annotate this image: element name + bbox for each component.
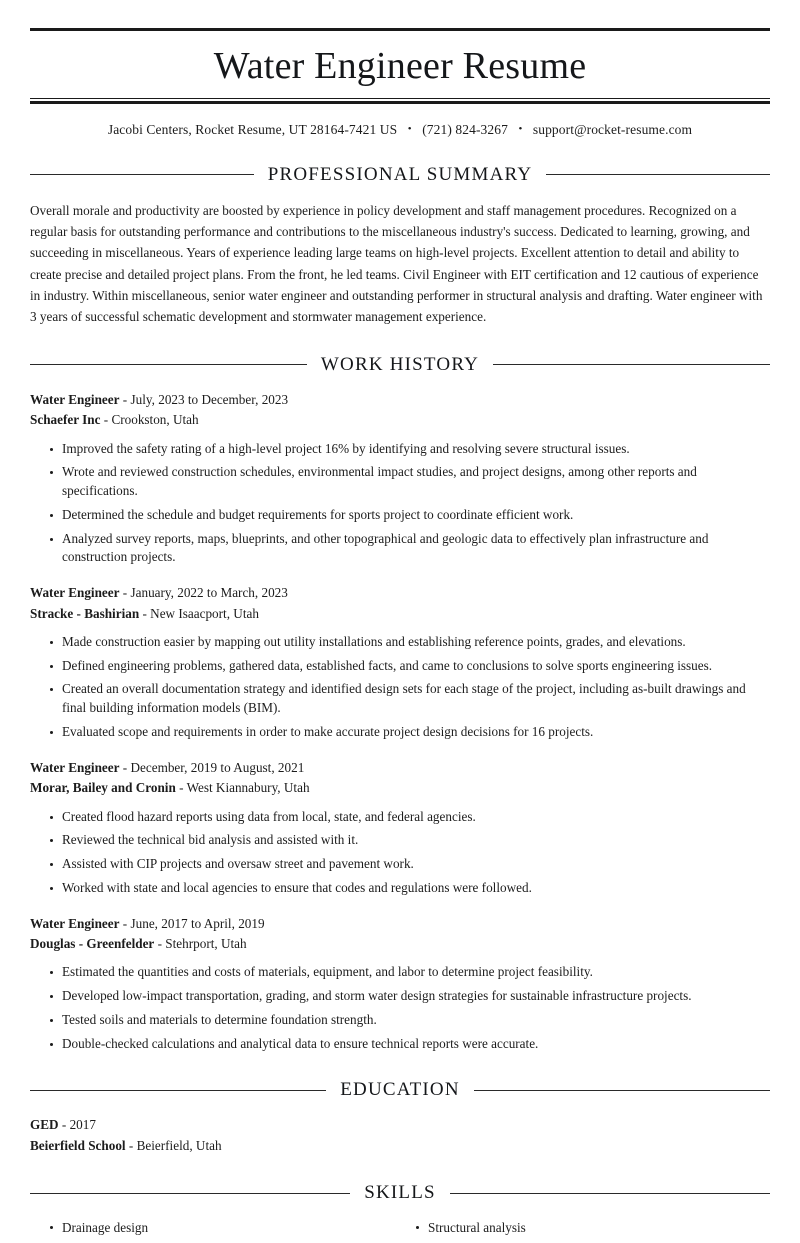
job-dash: - <box>122 915 128 931</box>
heading-rule-right <box>450 1193 770 1194</box>
job-company: Morar, Bailey and Cronin <box>30 780 176 796</box>
heading-rule-left <box>30 174 254 175</box>
heading-rule-right <box>493 364 770 365</box>
resume-masthead <box>30 28 770 104</box>
job-location: New Isaacport, Utah <box>150 605 259 621</box>
page-title: Water Engineer Resume <box>213 45 587 87</box>
education-dash: - <box>128 1137 134 1153</box>
contact-separator-2: • <box>518 122 523 135</box>
job-dash: - <box>142 605 147 621</box>
list-item: Defined engineering problems, gathered data, established facts, and came to conclusions to solve sports engineering issues. <box>30 657 770 676</box>
job-title-line <box>30 390 770 410</box>
job-dates: December, 2019 to August, 2021 <box>130 759 305 775</box>
contact-line <box>30 122 770 138</box>
education-location: Beierfield, Utah <box>136 1137 222 1153</box>
job-dash: - <box>179 780 184 796</box>
list-item: Analyzed survey reports, maps, blueprints, and other topographical and geologic data to effectively plan infrastructure and construction projects. <box>30 530 770 567</box>
professional-summary-text: Overall morale and productivity are boosted by experience in policy development and staff management procedures. Recognized on a regular basis for outstanding performance and contributions to the miscellaneous industry's success. Dedicated to learning, growing, and succeeding in miscellaneous. Years of experience leading large teams on high-level projects. Excellent attention to detail and ability to create precise and detailed project plans. From the front, he led teams. Civil Engineer with EIT certification and 12 cautious of experience in industry. Within miscellaneous, senior water engineer and outstanding performer in structural analysis and drafting. Water engineer with 3 years of successful schematic development and stormwater management experience. <box>30 202 763 325</box>
job-dash: - <box>122 391 128 407</box>
work-history-entry <box>30 914 770 1054</box>
list-item: Developed low-impact transportation, grading, and storm water design strategies for sustainable infrastructure projects. <box>30 987 770 1006</box>
contact-address: Jacobi Centers, Rocket Resume, UT 28164-7421 US <box>107 121 398 137</box>
job-bullet-list <box>30 963 770 1053</box>
heading-rule-right <box>546 174 770 175</box>
job-title-line <box>30 583 770 603</box>
job-dash: - <box>103 412 109 428</box>
education-degree: GED <box>30 1117 59 1133</box>
list-item: Tested soils and materials to determine foundation strength. <box>30 1011 770 1030</box>
job-location: Crookston, Utah <box>111 412 199 428</box>
education-dash: - <box>61 1117 67 1133</box>
job-title: Water Engineer <box>30 759 120 775</box>
education-entry <box>30 1115 770 1156</box>
job-dash: - <box>122 759 128 775</box>
work-history-entry <box>30 758 770 898</box>
list-item: Structural analysis <box>400 1218 770 1237</box>
list-item: Worked with state and local agencies to ensure that codes and regulations were followed. <box>30 879 770 898</box>
list-item: Estimated the quantities and costs of materials, equipment, and labor to determine project feasibility. <box>30 963 770 982</box>
job-company: Stracke - Bashirian <box>30 605 140 621</box>
list-item: Created an overall documentation strategy and identified design sets for each stage of the project, including as-built drawings and final building information models (BIM). <box>30 680 770 717</box>
section-heading-professional-summary <box>30 164 770 186</box>
job-title: Water Engineer <box>30 391 120 407</box>
job-location: Stehrport, Utah <box>165 935 247 951</box>
job-bullet-list <box>30 633 770 742</box>
job-company-line <box>30 410 770 430</box>
skills-grid <box>30 1218 770 1243</box>
skills-column-left <box>30 1218 400 1243</box>
contact-phone: (721) 824-3267 <box>422 121 508 137</box>
job-dash: - <box>122 585 128 601</box>
skills-column-right <box>400 1218 770 1243</box>
list-item: Evaluated scope and requirements in order to make accurate project design decisions for 16 projects. <box>30 723 770 742</box>
heading-rule-left <box>30 364 307 365</box>
section-heading-skills <box>30 1182 770 1204</box>
section-label: WORK HISTORY <box>320 353 480 375</box>
heading-rule-left <box>30 1193 350 1194</box>
education-school: Beierfield School <box>30 1137 126 1153</box>
job-dates: June, 2017 to April, 2019 <box>130 915 265 931</box>
job-company-line <box>30 604 770 624</box>
job-dates: July, 2023 to December, 2023 <box>130 391 289 407</box>
education-degree-line <box>30 1115 770 1135</box>
education-year: 2017 <box>69 1117 96 1133</box>
job-company: Schaefer Inc <box>30 412 101 428</box>
work-history-entry <box>30 390 770 567</box>
resume-page <box>0 28 800 1236</box>
list-item: Made construction easier by mapping out utility installations and establishing reference points, grades, and elevations. <box>30 633 770 652</box>
list-item: Created flood hazard reports using data from local, state, and federal agencies. <box>30 808 770 827</box>
list-item: Determined the schedule and budget requirements for sports project to coordinate efficient work. <box>30 506 770 525</box>
job-title: Water Engineer <box>30 915 120 931</box>
education-school-line <box>30 1136 770 1156</box>
heading-rule-left <box>30 1090 326 1091</box>
masthead-rule-thin <box>30 98 770 99</box>
section-label: SKILLS <box>364 1182 436 1204</box>
job-bullet-list <box>30 440 770 567</box>
job-title: Water Engineer <box>30 585 120 601</box>
masthead-rule-thick <box>30 101 770 104</box>
job-company-line <box>30 778 770 798</box>
contact-email: support@rocket-resume.com <box>532 121 693 137</box>
job-title-line <box>30 914 770 934</box>
job-company-line <box>30 934 770 954</box>
contact-separator-1: • <box>407 122 412 135</box>
section-label: EDUCATION <box>340 1079 460 1101</box>
work-history-entry <box>30 583 770 742</box>
heading-rule-right <box>474 1090 770 1091</box>
list-item: Improved the safety rating of a high-level project 16% by identifying and resolving severe structural issues. <box>30 440 770 459</box>
list-item: Wrote and reviewed construction schedules, environmental impact studies, and project designs, among other reports and specifications. <box>30 463 770 500</box>
job-bullet-list <box>30 808 770 898</box>
section-heading-education <box>30 1079 770 1101</box>
section-heading-work-history <box>30 354 770 376</box>
job-dash: - <box>157 935 162 951</box>
job-dates: January, 2022 to March, 2023 <box>130 585 288 601</box>
job-company: Douglas - Greenfelder <box>30 935 155 951</box>
list-item: Drainage design <box>30 1218 400 1237</box>
list-item: Double-checked calculations and analytical data to ensure technical reports were accurate. <box>30 1035 770 1054</box>
list-item: Reviewed the technical bid analysis and assisted with it. <box>30 831 770 850</box>
section-label: PROFESSIONAL SUMMARY <box>267 163 533 185</box>
list-item: Assisted with CIP projects and oversaw street and pavement work. <box>30 855 770 874</box>
job-location: West Kiannabury, Utah <box>186 780 310 796</box>
job-title-line <box>30 758 770 778</box>
